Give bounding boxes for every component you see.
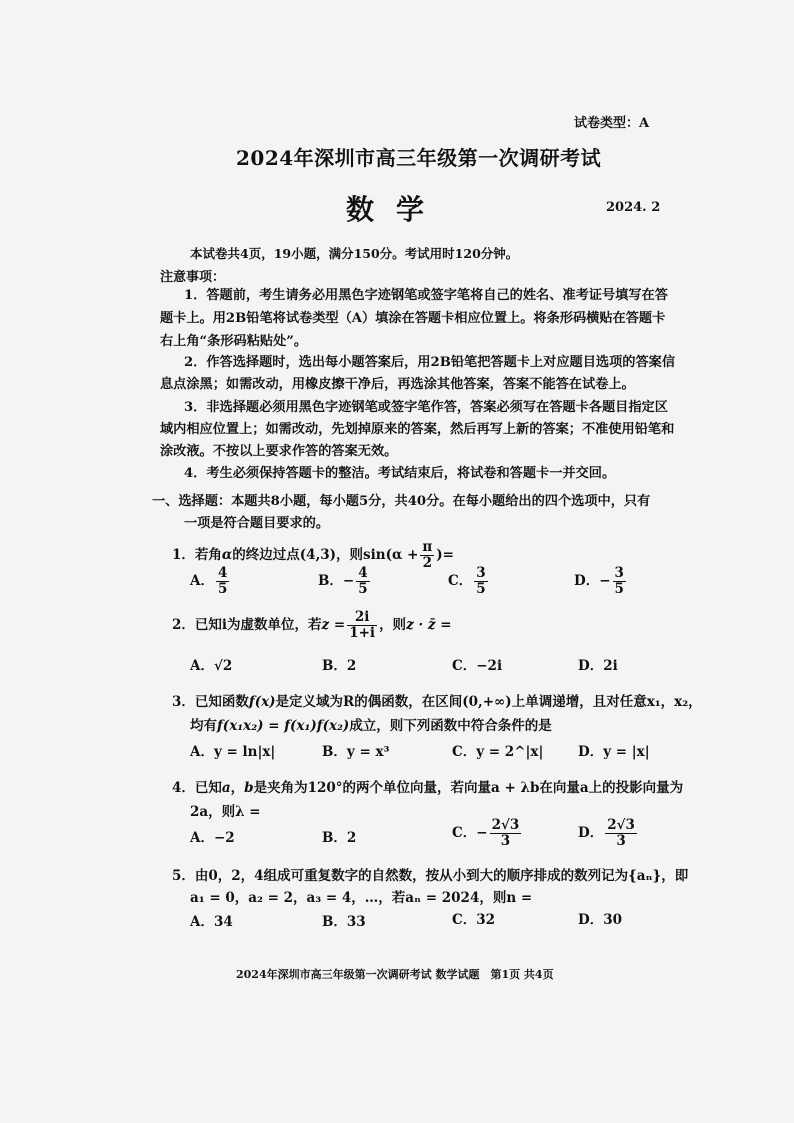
option-a: A．−2 [190,830,235,846]
exam-title: 2024年深圳市高三年级第一次调研考试 [236,146,602,170]
option-b: B．2 [322,830,357,846]
option-c: C．− $\frac{2√3}{3}$ [452,817,520,849]
option-d: D．2i [578,658,618,674]
subject-title: 数学 [346,193,447,226]
option-b: B．2 [322,658,357,674]
paper-type-label: 试卷类型：A [574,116,650,131]
page-footer: 2024年深圳市高三年级第一次调研考试 数学试题 第1页 共4页 [236,968,554,981]
option-b: B．y = x³ [322,744,390,760]
option-d: D． $\frac{2√3}{3}$ [578,817,635,849]
question-4-stem: 4．已知a，b是夹角为120°的两个单位向量，若向量a + λb在向量a上的投影向量为 [172,780,684,796]
notice-line: 1．答题前，考生请务必用黑色字迹钢笔或签字笔将自己的姓名、准考证号填写在答 [184,288,668,303]
alpha-symbol: α [221,546,233,563]
exam-date: 2024. 2 [606,200,661,215]
option-a: A． $\frac{4}{5}$ [190,565,228,597]
option-c: C．y = 2^|x| [452,744,544,760]
notice-line: 2．作答选择题时，选出每小题答案后，用2B铅笔把答题卡上对应题目选项的答案信 [184,355,676,370]
option-d: D．− $\frac{3}{5}$ [574,565,624,597]
question-3-stem-cont: 均有f(x₁x₂) = f(x₁)f(x₂)成立，则下列函数中符合条件的是 [190,718,552,734]
question-1-stem: 1．若角α的终边过点(4,3)，则sin(α + $\frac{\pi}{2}$ )= [172,539,454,571]
notice-line: 4．考生必须保持答题卡的整洁。考试结束后，将试卷和答题卡一并交回。 [184,466,616,481]
notice-line: 右上角“条形码粘贴处”。 [160,334,308,349]
notice-line: 题卡上。用2B铅笔将试卷类型（A）填涂在答题卡相应位置上。将条形码横贴在答题卡 [160,311,666,326]
question-3-stem: 3．已知函数f(x)是定义域为R的偶函数，在区间(0,+∞)上单调递增，且对任意x₁，x₂， [172,694,702,710]
option-d: D．30 [578,912,622,928]
question-5-stem-cont: a₁ = 0，a₂ = 2，a₃ = 4，…，若aₙ = 2024，则n = [190,890,533,906]
option-c: C．32 [452,912,496,928]
option-a: A．√2 [190,658,233,674]
option-a: A．y = ln|x| [190,744,276,760]
question-2-stem: 2．已知i为虚数单位，若z = $\frac{2i}{1+i}$ ，则z · z̄ = [172,609,452,641]
notice-line: 域内相应位置上；如需改动，先划掉原来的答案，然后再写上新的答案；不准使用铅笔和 [160,422,675,437]
section-heading-cont: 一项是符合题目要求的。 [184,516,330,531]
notice-heading: 注意事项： [160,270,226,285]
notice-line: 3．非选择题必须用黑色字迹钢笔或签字笔作答，答案必须写在答题卡各题目指定区 [184,400,668,415]
notice-line: 涂改液。不按以上要求作答的答案无效。 [160,444,398,459]
option-b: B．− $\frac{4}{5}$ [318,565,368,597]
option-d: D．y = |x| [578,744,650,760]
section-heading: 一、选择题：本题共8小题，每小题5分，共40分。在每小题给出的四个选项中，只有 [152,494,651,509]
complex-fraction: $\frac{2i}{1+i}$ [349,609,376,641]
question-4-stem-cont: 2a，则λ = [190,804,261,820]
option-a: A．34 [190,914,233,930]
option-c: C． $\frac{3}{5}$ [448,565,486,597]
option-c: C．−2i [452,658,503,674]
notice-line: 息点涂黑；如需改动，用橡皮擦干净后，再选涂其他答案，答案不能答在试卷上。 [160,377,635,392]
pi-over-two-fraction: $\frac{\pi}{2}$ [422,539,433,571]
exam-info: 本试卷共4页，19小题，满分150分。考试用时120分钟。 [190,246,519,261]
option-b: B．33 [322,914,366,930]
question-5-stem: 5．由0，2，4组成可重复数字的自然数，按从小到大的顺序排成的数列记为{aₙ}，即 [172,868,689,884]
